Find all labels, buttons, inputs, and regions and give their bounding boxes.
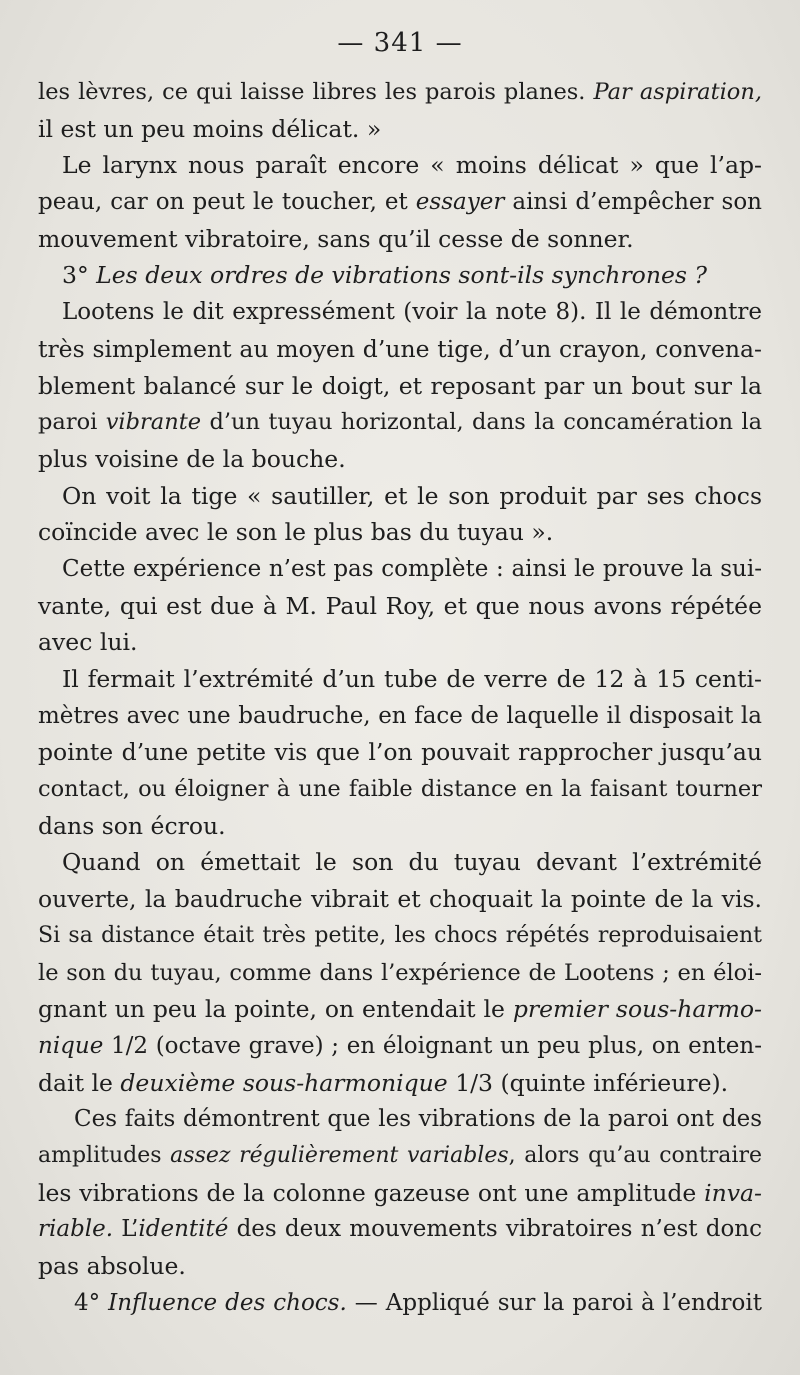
text-run: peau, car on peut le toucher, et: [38, 189, 416, 216]
text-run: contact, ou éloigner à une faible distance en la faisant tourner: [38, 776, 762, 803]
section-heading: [38, 1285, 762, 1322]
text-run: ainsi d’empêcher son: [504, 189, 762, 216]
text-line: [38, 771, 762, 808]
body-text: [38, 74, 762, 1321]
text-line: [38, 624, 762, 661]
page-number: — 341 —: [337, 28, 463, 58]
italic-run: Influence des chocs.: [108, 1289, 347, 1316]
text-run: On voit la tige « sautiller, et le son produit par ses chocs: [62, 481, 762, 510]
text-run: ouverte, la baudruche vibrait et choquait la pointe de la vis.: [38, 885, 762, 914]
text-line: [38, 441, 762, 478]
text-line: [38, 1211, 762, 1248]
italic-run: vibrante: [105, 409, 202, 436]
text-run: coïncide avec le son le plus bas du tuyau ».: [38, 518, 554, 547]
text-run: mouvement vibratoire, sans qu’il cesse de sonner.: [38, 224, 634, 253]
text-run: Il fermait l’extrémité d’un tube de verre de 12 à 15 centi-: [62, 665, 762, 693]
text-run: mètres avec une baudruche, en face de laquelle il disposait la: [38, 702, 762, 729]
text-line: [38, 551, 762, 588]
text-line: [38, 881, 762, 918]
text-run: les lèvres, ce qui laisse libres les parois planes.: [38, 79, 594, 105]
text-run: 4°: [74, 1289, 109, 1316]
text-run: le son du tuyau, comme dans l’expérience de Lootens ; en éloi-: [38, 959, 762, 986]
text-line: [38, 1175, 762, 1212]
text-line: [38, 294, 762, 331]
italic-run: nique: [38, 1032, 104, 1059]
text-line: [38, 74, 762, 111]
text-line: [38, 404, 762, 441]
italic-run: premier sous-harmo-: [512, 995, 762, 1024]
text-line: [38, 991, 762, 1028]
text-run: amplitudes: [38, 1142, 171, 1168]
text-line: [38, 184, 762, 221]
text-line: [38, 661, 762, 698]
italic-run: Par aspiration,: [593, 79, 762, 105]
text-line: [38, 734, 762, 771]
text-run: — Appliqué sur la paroi à l’endroit: [346, 1289, 762, 1316]
text-run: dans son écrou.: [38, 811, 226, 840]
text-line: [38, 514, 762, 551]
text-run: Cette expérience n’est pas complète : ainsi le prouve la sui-: [62, 555, 762, 582]
text-line: [38, 955, 762, 992]
text-run: , alors qu’au contraire: [508, 1142, 762, 1168]
text-line: [38, 844, 762, 881]
text-run: L’: [113, 1216, 139, 1243]
italic-run: Les deux ordres de vibrations sont-ils synchrones ?: [96, 261, 707, 290]
text-run: il est un peu moins délicat. »: [38, 114, 382, 143]
text-line: [38, 368, 762, 405]
text-run: vante, qui est due à M. Paul Roy, et que nous avons répétée: [38, 591, 762, 620]
text-run: Ces faits démontrent que les vibrations de la paroi ont des: [74, 1106, 762, 1133]
text-line: [38, 1248, 762, 1285]
text-run: d’un tuyau horizontal, dans la concamération la: [201, 409, 763, 436]
text-run: très simplement au moyen d’une tige, d’un crayon, convena-: [38, 334, 762, 363]
text-line: [38, 478, 762, 515]
text-run: avec lui.: [38, 628, 138, 657]
text-run: blement balancé sur le doigt, et reposant par un bout sur la: [38, 371, 762, 400]
text-line: [38, 808, 762, 845]
text-line: [38, 1138, 762, 1175]
text-run: les vibrations de la colonne gazeuse ont une amplitude: [38, 1178, 705, 1207]
text-run: gnant un peu la pointe, on entendait le: [38, 995, 513, 1024]
text-line: [38, 1028, 762, 1065]
italic-run: riable.: [38, 1216, 114, 1243]
text-run: Quand on émettait le son du tuyau devant l’extrémité: [62, 848, 762, 877]
text-run: Lootens le dit expressément (voir la note 8). Il le démontre: [62, 299, 762, 326]
text-run: pas absolue.: [38, 1252, 186, 1280]
text-run: 3°: [62, 261, 97, 290]
text-line: [38, 1065, 762, 1102]
text-line: [38, 221, 762, 258]
text-line: [38, 1101, 762, 1138]
text-line: [38, 588, 762, 625]
text-line: [38, 698, 762, 735]
italic-run: inva-: [704, 1178, 762, 1207]
text-line: [38, 111, 762, 148]
italic-run: essayer: [415, 189, 505, 216]
text-run: des deux mouvements vibratoires n’est donc: [228, 1216, 762, 1243]
text-run: pointe d’une petite vis que l’on pouvait rapprocher jusqu’au: [38, 738, 762, 767]
text-run: Si sa distance était très petite, les chocs répétés reproduisaient: [38, 922, 762, 948]
text-line: [38, 918, 762, 955]
text-run: paroi: [38, 409, 106, 436]
italic-run: deuxième sous-harmonique: [120, 1068, 448, 1097]
text-run: 1/3 (quinte inférieure).: [447, 1068, 729, 1097]
text-run: plus voisine de la bouche.: [38, 444, 346, 473]
text-line: [38, 147, 762, 184]
text-run: 1/2 (octave grave) ; en éloignant un peu plus, on enten-: [103, 1032, 762, 1059]
section-heading: [38, 257, 762, 294]
italic-run: identité: [138, 1216, 229, 1243]
italic-run: assez régulièrement variables: [170, 1142, 509, 1168]
text-line: [38, 331, 762, 368]
text-run: dait le: [38, 1068, 121, 1097]
text-run: Le larynx nous paraît encore « moins délicat » que l’ap-: [62, 151, 762, 180]
